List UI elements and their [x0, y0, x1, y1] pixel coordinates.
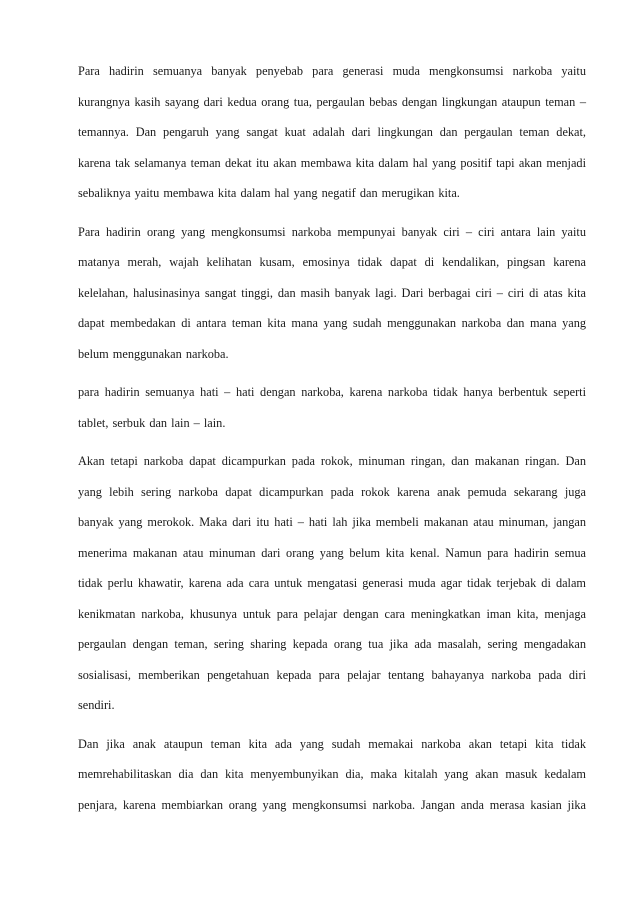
paragraph-1: Para hadirin semuanya banyak penyebab para generasi muda mengkonsumsi narkoba yaitu kurangnya kasih sayang dari kedua orang tua, pergaulan bebas dengan lingkungan ataupun teman – temannya. Dan pengaruh yang sangat kuat adalah dari lingkungan dan pergaulan teman dekat, karena tak selamanya teman dekat itu akan membawa kita dalam hal yang positif tapi akan menjadi sebaliknya yaitu membawa kita dalam hal yang negatif dan merugikan kita.	[78, 64, 586, 200]
paragraph-4: Akan tetapi narkoba dapat dicampurkan pada rokok, minuman ringan, dan makanan ringan. Dan yang lebih sering narkoba dapat dicampurkan pada rokok karena anak pemuda sekarang juga banyak yang merokok. Maka dari itu hati – hati lah jika membeli makanan atau minuman, jangan menerima makanan atau minuman dari orang yang belum kita kenal. Namun para hadirin semua tidak perlu khawatir, karena ada cara untuk mengatasi generasi muda agar tidak terjebak di dalam kenikmatan narkoba, khusunya untuk para pelajar dengan cara meningkatkan iman kita, menjaga pergaulan dengan teman, sering sharing kepada orang tua jika ada masalah, sering mengadakan sosialisasi, memberikan pengetahuan kepada para pelajar tentang bahayanya narkoba pada diri sendiri.	[78, 454, 586, 712]
paragraph-5: Dan jika anak ataupun teman kita ada yang sudah memakai narkoba akan tetapi kita tidak memrehabilitaskan dia dan kita menyembunyikan dia, maka kitalah yang akan masuk kedalam penjara, karena membiarkan orang yang mengkonsumsi narkoba. Jangan anda merasa kasian jika	[78, 736, 586, 812]
document-body	[78, 56, 586, 828]
paragraph-3: para hadirin semuanya hati – hati dengan narkoba, karena narkoba tidak hanya berbentuk seperti tablet, serbuk dan lain – lain.	[78, 385, 586, 430]
paragraph-2: Para hadirin orang yang mengkonsumsi narkoba mempunyai banyak ciri – ciri antara lain yaitu matanya merah, wajah kelihatan kusam, emosinya tidak dapat di kendalikan, pingsan karena kelelahan, halusinasinya sangat tinggi, dan masih banyak lagi. Dari berbagai ciri – ciri di atas kita dapat membedakan di antara teman kita mana yang sudah menggunakan narkoba dan mana yang belum menggunakan narkoba.	[78, 224, 586, 361]
